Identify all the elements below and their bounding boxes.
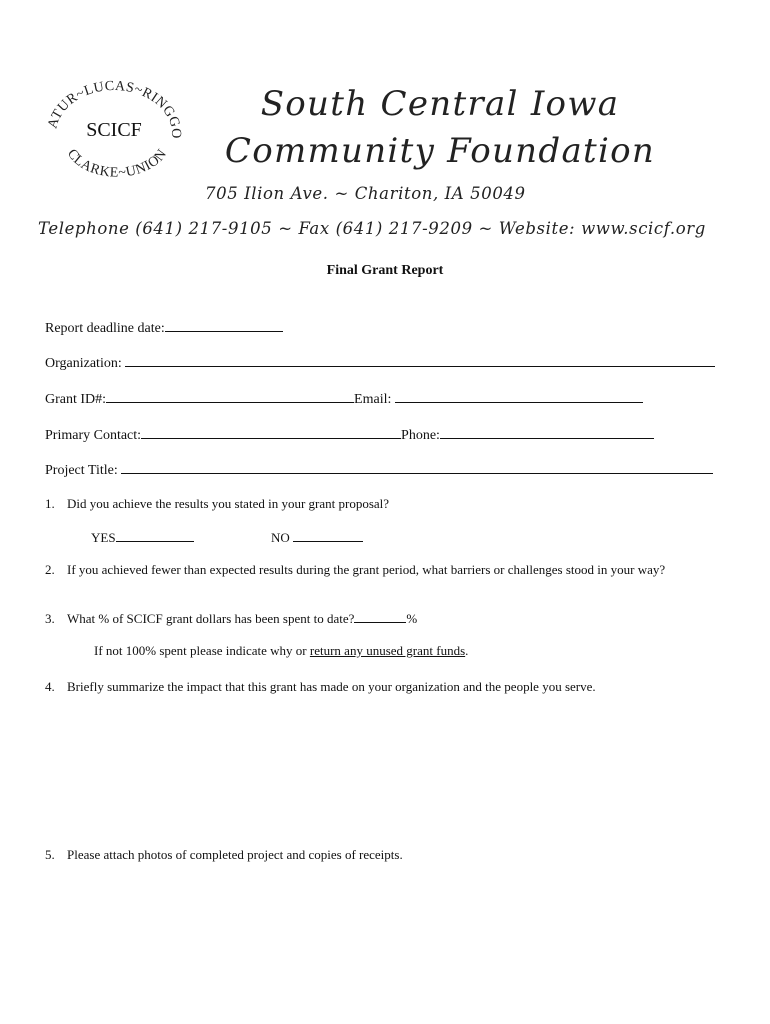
primary-contact-field[interactable] <box>141 425 401 439</box>
report-deadline-row <box>45 318 283 337</box>
org-name-line1: South Central Iowa <box>260 84 620 124</box>
q3-note-suffix: . <box>465 643 469 658</box>
q1-yes-row <box>91 528 194 546</box>
logo-arc-bottom: CLARKE~UNION <box>63 146 171 181</box>
question-3 <box>45 609 417 627</box>
phone-label: Phone: <box>401 428 440 443</box>
organization-row <box>45 353 715 372</box>
report-deadline-label: Report deadline date: <box>45 321 165 336</box>
logo-arc-top: ATUR~LUCAS~RINGGO <box>45 78 184 139</box>
yes-label: YES <box>91 530 116 545</box>
question-5-text: Please attach photos of completed project and copies of receipts. <box>67 847 403 862</box>
percent-spent-field[interactable] <box>354 609 406 623</box>
org-address: 705 Ilion Ave. ~ Chariton, IA 50049 <box>205 184 526 203</box>
question-4-text: Briefly summarize the impact that this grant has made on your organization and the people you serve. <box>67 679 596 694</box>
contact-phone-row <box>45 425 654 444</box>
question-2-text: If you achieved fewer than expected results during the grant period, what barriers or challenges stood in your way? <box>67 562 666 577</box>
project-title-row <box>45 460 713 479</box>
primary-contact-label: Primary Contact: <box>45 428 142 443</box>
grant-id-field[interactable] <box>106 389 354 403</box>
phone-field[interactable] <box>440 425 654 439</box>
percent-unit: % <box>406 611 418 626</box>
question-1-text: Did you achieve the results you stated in your grant proposal? <box>67 496 390 511</box>
question-5 <box>45 847 403 863</box>
email-field[interactable] <box>395 389 643 403</box>
form-title: Final Grant Report <box>326 263 444 278</box>
question-4-number: 4. <box>45 679 55 694</box>
q3-note-prefix: If not 100% spent please indicate why or <box>94 643 307 658</box>
logo-seal <box>38 74 188 189</box>
question-3-note <box>94 643 468 659</box>
question-4 <box>45 679 596 695</box>
email-label: Email: <box>354 392 392 407</box>
question-5-number: 5. <box>45 847 55 862</box>
scicf-logo <box>38 74 188 189</box>
grant-id-label: Grant ID#: <box>45 392 107 407</box>
logo-center-text: SCICF <box>86 119 142 141</box>
q1-no-row <box>271 528 363 546</box>
report-deadline-field[interactable] <box>165 318 283 332</box>
grant-id-email-row <box>45 389 643 408</box>
question-2-number: 2. <box>45 562 55 577</box>
project-title-field[interactable] <box>121 460 713 474</box>
question-3-number: 3. <box>45 611 55 626</box>
organization-field[interactable] <box>125 353 715 367</box>
return-unused-funds-link[interactable]: return any unused grant funds <box>309 643 466 658</box>
organization-label: Organization: <box>45 356 122 371</box>
no-label: NO <box>271 530 290 545</box>
org-contact-line: Telephone (641) 217-9105 ~ Fax (641) 217-9209 ~ Website: www.scicf.org <box>38 219 706 238</box>
org-name-line2: Community Foundation <box>224 131 656 171</box>
question-1 <box>45 496 389 512</box>
question-2 <box>45 562 665 578</box>
question-3-text: What % of SCICF grant dollars has been spent to date? <box>67 611 355 626</box>
question-1-number: 1. <box>45 496 55 511</box>
no-field[interactable] <box>293 528 363 542</box>
yes-field[interactable] <box>116 528 194 542</box>
project-title-label: Project Title: <box>45 463 118 478</box>
